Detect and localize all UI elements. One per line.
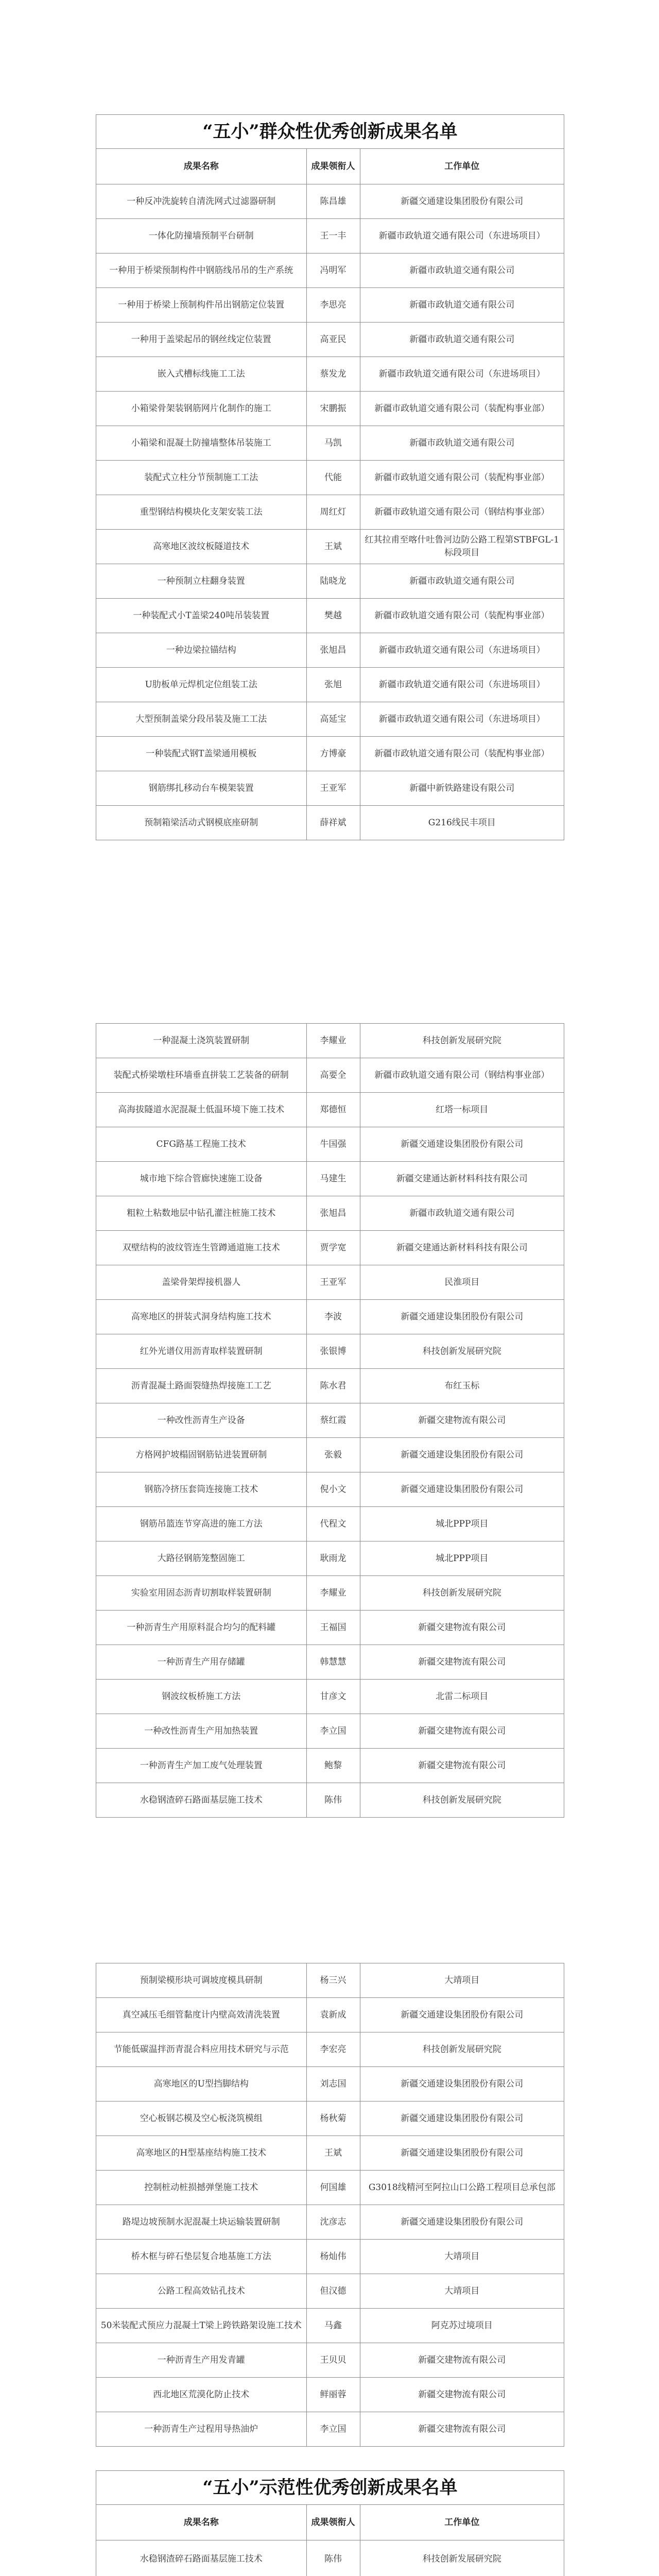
cell-result-name: 高寒地区的U型挡脚结构 — [96, 2067, 306, 2102]
cell-result-name: CFG路基工程施工技术 — [96, 1127, 306, 1162]
cell-work-unit: 民淮项目 — [360, 1265, 564, 1300]
table-row — [96, 288, 564, 323]
table-row — [96, 2274, 564, 2309]
cell-result-name: 桥木框与碎石垫层复合地基施工方法 — [96, 2240, 306, 2274]
cell-result-name: 一种沥青生产用原料混合均匀的配料罐 — [96, 1611, 306, 1645]
table-row — [96, 1196, 564, 1231]
cell-work-unit: 科技创新发展研究院 — [360, 1334, 564, 1369]
table-row — [96, 426, 564, 461]
outstanding-results-table-1 — [96, 114, 564, 840]
cell-result-name: 城市地下综合管廊快速施工设备 — [96, 1162, 306, 1196]
cell-leader: 沈彦志 — [306, 2205, 360, 2240]
cell-result-name: 预制箱梁活动式钢模底座研制 — [96, 806, 306, 840]
table-row — [96, 323, 564, 357]
cell-leader: 李立国 — [306, 1714, 360, 1749]
cell-result-name: 钢筋冷挤压套筒连接施工技术 — [96, 1472, 306, 1507]
cell-leader: 陈伟 — [306, 2540, 360, 2576]
cell-leader: 李宏亮 — [306, 2032, 360, 2067]
cell-result-name: 小箱梁骨架装钢筋网片化制作的施工 — [96, 392, 306, 426]
cell-work-unit: 新疆交建物流有限公司 — [360, 1714, 564, 1749]
cell-work-unit: 新疆交建物流有限公司 — [360, 2378, 564, 2412]
table-row — [96, 1093, 564, 1127]
cell-leader: 李波 — [306, 1300, 360, 1334]
cell-leader: 杨秋菊 — [306, 2102, 360, 2136]
cell-work-unit: 科技创新发展研究院 — [360, 2032, 564, 2067]
table-row — [96, 2343, 564, 2378]
cell-result-name: 高寒地区的H型基座结构施工技术 — [96, 2136, 306, 2171]
table-row — [96, 1231, 564, 1265]
cell-work-unit: 新疆市政轨道交通有限公司 — [360, 253, 564, 288]
table-row — [96, 1680, 564, 1714]
cell-leader: 张毅 — [306, 1438, 360, 1472]
outstanding-results-table-3 — [96, 1963, 564, 2447]
table-row — [96, 530, 564, 564]
cell-work-unit: 大靖项目 — [360, 1963, 564, 1998]
table-1-body — [96, 184, 564, 840]
cell-work-unit: 新疆市政轨道交通有限公司 — [360, 426, 564, 461]
cell-result-name: 红外光谱仪用沥青取样装置研制 — [96, 1334, 306, 1369]
table-row — [96, 1058, 564, 1093]
cell-result-name: 双壁结构的波纹管连生管蹲通道施工技术 — [96, 1231, 306, 1265]
cell-leader: 袁新成 — [306, 1998, 360, 2032]
cell-leader: 耿雨龙 — [306, 1541, 360, 1576]
table-row — [96, 2378, 564, 2412]
cell-work-unit: 新疆交建通达新材料科技有限公司 — [360, 1162, 564, 1196]
cell-work-unit: 大靖项目 — [360, 2274, 564, 2309]
cell-result-name: 一种装配式钢T盖梁通用模板 — [96, 737, 306, 771]
cell-work-unit: 新疆市政轨道交通有限公司（装配构事业部） — [360, 461, 564, 495]
cell-result-name: 真空减压毛细管黏度计内壁高效清洗装置 — [96, 1998, 306, 2032]
table-row — [96, 2136, 564, 2171]
cell-result-name: 一种沥青生产用存储罐 — [96, 1645, 306, 1680]
cell-work-unit: 红塔一标项目 — [360, 1093, 564, 1127]
demonstration-results-table — [96, 2470, 564, 2576]
cell-leader: 甘彦文 — [306, 1680, 360, 1714]
table-row — [96, 668, 564, 702]
cell-work-unit: 新疆市政轨道交通有限公司（东进场项目） — [360, 219, 564, 253]
cell-work-unit: 新疆市政轨道交通有限公司 — [360, 323, 564, 357]
cell-work-unit: 新疆市政轨道交通有限公司（东进场项目） — [360, 633, 564, 668]
cell-result-name: 大路径钢筋笼整固施工 — [96, 1541, 306, 1576]
cell-leader: 宋鹏振 — [306, 392, 360, 426]
cell-leader: 贾学宽 — [306, 1231, 360, 1265]
cell-result-name: 钢筋绑扎移动台车模架装置 — [96, 771, 306, 806]
cell-work-unit: 新疆交建物流有限公司 — [360, 1611, 564, 1645]
cell-leader: 马凯 — [306, 426, 360, 461]
cell-result-name: 重型钢结构模块化支架安装工法 — [96, 495, 306, 530]
table-row — [96, 2309, 564, 2343]
cell-result-name: 钢波纹板桥施工方法 — [96, 1680, 306, 1714]
header-work-unit: 工作单位 — [360, 149, 564, 184]
cell-work-unit: 新疆交通建设集团股份有限公司 — [360, 2067, 564, 2102]
table-row — [96, 1645, 564, 1680]
table-row — [96, 1541, 564, 1576]
cell-work-unit: 新疆交建通达新材料科技有限公司 — [360, 1231, 564, 1265]
table-row — [96, 1369, 564, 1403]
cell-result-name: 一种用于桥梁预制构件中钢筋线吊吊的生产系统 — [96, 253, 306, 288]
table-row — [96, 219, 564, 253]
table-row — [96, 1963, 564, 1998]
cell-work-unit: 新疆交通建设集团股份有限公司 — [360, 1438, 564, 1472]
cell-leader: 高亚民 — [306, 323, 360, 357]
table-row — [96, 2032, 564, 2067]
table-3-body — [96, 1963, 564, 2447]
header-result-name: 成果名称 — [96, 2505, 306, 2540]
cell-leader: 刘志国 — [306, 2067, 360, 2102]
cell-result-name: 空心板钢芯模及空心板浇筑模组 — [96, 2102, 306, 2136]
cell-result-name: 方格网护坡榻固钢筋钻进装置研制 — [96, 1438, 306, 1472]
cell-result-name: 一种沥青生产过程用导热油炉 — [96, 2412, 306, 2447]
table-row — [96, 495, 564, 530]
table-row — [96, 461, 564, 495]
cell-leader: 王亚军 — [306, 771, 360, 806]
header-leader: 成果领衔人 — [306, 149, 360, 184]
table-row — [96, 184, 564, 219]
outstanding-results-table-2 — [96, 1023, 564, 1818]
cell-result-name: 一种反冲洗旋转自清洗网式过滤器研制 — [96, 184, 306, 219]
cell-work-unit: 新疆交通建设集团股份有限公司 — [360, 1998, 564, 2032]
cell-result-name: 控制桩动桩损撼弹堡施工技术 — [96, 2171, 306, 2205]
cell-work-unit: 新疆交通建设集团股份有限公司 — [360, 1127, 564, 1162]
cell-leader: 杨灿伟 — [306, 2240, 360, 2274]
cell-leader: 王斌 — [306, 2136, 360, 2171]
table-4-body — [96, 2540, 564, 2576]
table-row — [96, 1507, 564, 1541]
table-row — [96, 2412, 564, 2447]
cell-leader: 代能 — [306, 461, 360, 495]
cell-work-unit: 新疆市政轨道交通有限公司（钢结构事业部） — [360, 495, 564, 530]
table-row — [96, 2205, 564, 2240]
table-row — [96, 1749, 564, 1783]
cell-result-name: 钢筋吊篮连节穿高进的施工方法 — [96, 1507, 306, 1541]
table-1-title: “五小”群众性优秀创新成果名单 — [96, 115, 564, 149]
cell-leader: 鲜丽蓉 — [306, 2378, 360, 2412]
table-row — [96, 1024, 564, 1058]
cell-work-unit: 新疆交通建设集团股份有限公司 — [360, 1300, 564, 1334]
cell-result-name: 一种预制立柱翻身装置 — [96, 564, 306, 599]
cell-leader: 蔡红霞 — [306, 1403, 360, 1438]
table-row — [96, 1472, 564, 1507]
table-row — [96, 1714, 564, 1749]
cell-result-name: 西北地区荒漠化防止技术 — [96, 2378, 306, 2412]
cell-result-name: 一种混凝土浇筑装置研制 — [96, 1024, 306, 1058]
cell-work-unit: 北雷二标项目 — [360, 1680, 564, 1714]
cell-leader: 周红灯 — [306, 495, 360, 530]
cell-leader: 张旭昌 — [306, 633, 360, 668]
cell-leader: 张旭昌 — [306, 1196, 360, 1231]
table-row — [96, 1783, 564, 1818]
cell-result-name: 节能低碳温拌沥青混合料应用技术研究与示范 — [96, 2032, 306, 2067]
cell-leader: 蔡发龙 — [306, 357, 360, 392]
cell-leader: 冯明军 — [306, 253, 360, 288]
cell-work-unit: 城北PPP项目 — [360, 1507, 564, 1541]
table-row — [96, 1611, 564, 1645]
cell-leader: 但汉德 — [306, 2274, 360, 2309]
cell-work-unit: G216线民丰项目 — [360, 806, 564, 840]
cell-leader: 倪小文 — [306, 1472, 360, 1507]
table-row — [96, 1334, 564, 1369]
cell-leader: 代程文 — [306, 1507, 360, 1541]
table-row — [96, 1265, 564, 1300]
cell-result-name: 50米装配式预应力混凝土T梁上跨铁路架设施工技术 — [96, 2309, 306, 2343]
cell-work-unit: 新疆交通建设集团股份有限公司 — [360, 184, 564, 219]
cell-leader: 陈水君 — [306, 1369, 360, 1403]
cell-work-unit: 新疆市政轨道交通有限公司（钢结构事业部） — [360, 1058, 564, 1093]
cell-result-name: 沥青混凝土路面裂缝热焊接施工工艺 — [96, 1369, 306, 1403]
cell-result-name: 装配式桥梁墩柱环墙垂直拼装工艺装备的研制 — [96, 1058, 306, 1093]
cell-result-name: 高海拔隧道水泥混凝土低温环境下施工技术 — [96, 1093, 306, 1127]
cell-result-name: 公路工程高效钻孔技术 — [96, 2274, 306, 2309]
cell-result-name: 一种用于盖梁起吊的钢丝线定位装置 — [96, 323, 306, 357]
table-row — [96, 2102, 564, 2136]
cell-work-unit: 新疆交通建设集团股份有限公司 — [360, 2136, 564, 2171]
cell-work-unit: 大靖项目 — [360, 2240, 564, 2274]
cell-work-unit: 科技创新发展研究院 — [360, 2540, 564, 2576]
cell-result-name: 一种边梁拉锚结构 — [96, 633, 306, 668]
table-row — [96, 737, 564, 771]
cell-leader: 牛国强 — [306, 1127, 360, 1162]
table-row — [96, 1576, 564, 1611]
cell-leader: 杨三兴 — [306, 1963, 360, 1998]
table-row — [96, 2171, 564, 2205]
cell-work-unit: 新疆市政轨道交通有限公司（装配构事业部） — [360, 392, 564, 426]
cell-result-name: 路堤边坡预制水泥混凝土块运输装置研制 — [96, 2205, 306, 2240]
cell-work-unit: 新疆市政轨道交通有限公司（装配构事业部） — [360, 599, 564, 633]
header-result-name: 成果名称 — [96, 149, 306, 184]
cell-result-name: 装配式立柱分节预制施工工法 — [96, 461, 306, 495]
cell-work-unit: 新疆市政轨道交通有限公司 — [360, 1196, 564, 1231]
table-4-header-row — [96, 2505, 564, 2540]
cell-work-unit: 新疆交建物流有限公司 — [360, 1403, 564, 1438]
table-row — [96, 2067, 564, 2102]
cell-work-unit: 科技创新发展研究院 — [360, 1024, 564, 1058]
cell-leader: 方博豪 — [306, 737, 360, 771]
cell-result-name: 粗粒土粘数地层中钻孔灌注桩施工技术 — [96, 1196, 306, 1231]
cell-work-unit: 阿克苏过境项目 — [360, 2309, 564, 2343]
cell-leader: 马建生 — [306, 1162, 360, 1196]
cell-leader: 王福国 — [306, 1611, 360, 1645]
cell-work-unit: 新疆市政轨道交通有限公司（东进场项目） — [360, 702, 564, 737]
cell-leader: 李思亮 — [306, 288, 360, 323]
cell-work-unit: 布红玉标 — [360, 1369, 564, 1403]
cell-work-unit: 新疆市政轨道交通有限公司 — [360, 564, 564, 599]
cell-result-name: 高寒地区的拼装式洞身结构施工技术 — [96, 1300, 306, 1334]
table-1-header-row — [96, 149, 564, 184]
cell-result-name: 大型预制盖梁分段吊装及施工工法 — [96, 702, 306, 737]
cell-leader: 陆晓龙 — [306, 564, 360, 599]
table-row — [96, 771, 564, 806]
cell-leader: 鲍黎 — [306, 1749, 360, 1783]
cell-work-unit: 新疆市政轨道交通有限公司（东进场项目） — [360, 668, 564, 702]
cell-leader: 马鑫 — [306, 2309, 360, 2343]
cell-result-name: 水稳钢渣碎石路面基层施工技术 — [96, 1783, 306, 1818]
cell-leader: 陈伟 — [306, 1783, 360, 1818]
cell-work-unit: 科技创新发展研究院 — [360, 1783, 564, 1818]
table-row — [96, 357, 564, 392]
cell-result-name: 一种沥青生产用发青罐 — [96, 2343, 306, 2378]
header-work-unit: 工作单位 — [360, 2505, 564, 2540]
cell-work-unit: 新疆交建物流有限公司 — [360, 1645, 564, 1680]
cell-work-unit: 红其拉甫至喀什吐鲁河边防公路工程第STBFGL-1标段项目 — [360, 530, 564, 564]
table-row — [96, 599, 564, 633]
table-row — [96, 253, 564, 288]
cell-result-name: U肋板单元焊机定位组装工法 — [96, 668, 306, 702]
cell-work-unit: 新疆交通建设集团股份有限公司 — [360, 1472, 564, 1507]
table-row — [96, 1127, 564, 1162]
cell-work-unit: 科技创新发展研究院 — [360, 1576, 564, 1611]
table-row — [96, 633, 564, 668]
table-row — [96, 1998, 564, 2032]
cell-leader: 韩慧慧 — [306, 1645, 360, 1680]
cell-leader: 王一丰 — [306, 219, 360, 253]
header-leader: 成果领衔人 — [306, 2505, 360, 2540]
table-4-title: “五小”示范性优秀创新成果名单 — [96, 2471, 564, 2505]
cell-work-unit: 新疆交建物流有限公司 — [360, 2412, 564, 2447]
cell-result-name: 预制梁模形块可调坡度模具研制 — [96, 1963, 306, 1998]
cell-work-unit: G3018线精河至阿拉山口公路工程项目总承包部 — [360, 2171, 564, 2205]
cell-result-name: 一种改性沥青生产设备 — [96, 1403, 306, 1438]
cell-leader: 李耀业 — [306, 1576, 360, 1611]
cell-work-unit: 新疆交建物流有限公司 — [360, 1749, 564, 1783]
table-row — [96, 702, 564, 737]
table-row — [96, 806, 564, 840]
cell-leader: 张银博 — [306, 1334, 360, 1369]
cell-leader: 郑德恒 — [306, 1093, 360, 1127]
table-row — [96, 2240, 564, 2274]
cell-leader: 陈昌雄 — [306, 184, 360, 219]
cell-result-name: 高寒地区波纹板隧道技术 — [96, 530, 306, 564]
table-2-body — [96, 1024, 564, 1818]
table-row — [96, 1300, 564, 1334]
cell-result-name: 实验室用固态沥青切割取样装置研制 — [96, 1576, 306, 1611]
cell-leader: 李耀业 — [306, 1024, 360, 1058]
cell-leader: 何国雄 — [306, 2171, 360, 2205]
cell-result-name: 一种装配式小T盖梁240吨吊装装置 — [96, 599, 306, 633]
cell-work-unit: 新疆市政轨道交通有限公司 — [360, 288, 564, 323]
cell-work-unit: 新疆交建物流有限公司 — [360, 2343, 564, 2378]
cell-leader: 李立国 — [306, 2412, 360, 2447]
cell-work-unit: 城北PPP项目 — [360, 1541, 564, 1576]
cell-leader: 王斌 — [306, 530, 360, 564]
cell-result-name: 一种改性沥青生产用加热装置 — [96, 1714, 306, 1749]
cell-work-unit: 新疆市政轨道交通有限公司（东进场项目） — [360, 357, 564, 392]
cell-leader: 樊越 — [306, 599, 360, 633]
table-row — [96, 392, 564, 426]
table-row — [96, 1438, 564, 1472]
cell-result-name: 盖梁骨架焊接机器人 — [96, 1265, 306, 1300]
table-row — [96, 2540, 564, 2576]
cell-leader: 高延宝 — [306, 702, 360, 737]
cell-result-name: 嵌入式槽标线施工工法 — [96, 357, 306, 392]
cell-leader: 薛祥斌 — [306, 806, 360, 840]
table-row — [96, 1403, 564, 1438]
cell-result-name: 一体化防撞墙预制平台研制 — [96, 219, 306, 253]
cell-result-name: 一种沥青生产加工废气处理装置 — [96, 1749, 306, 1783]
cell-work-unit: 新疆市政轨道交通有限公司（装配构事业部） — [360, 737, 564, 771]
cell-work-unit: 新疆中新铁路建设有限公司 — [360, 771, 564, 806]
table-row — [96, 564, 564, 599]
cell-work-unit: 新疆交通建设集团股份有限公司 — [360, 2205, 564, 2240]
cell-leader: 张旭 — [306, 668, 360, 702]
cell-result-name: 小箱梁和混凝土防撞墙整体吊装施工 — [96, 426, 306, 461]
cell-leader: 高要全 — [306, 1058, 360, 1093]
cell-leader: 王亚军 — [306, 1265, 360, 1300]
cell-leader: 王贝贝 — [306, 2343, 360, 2378]
table-row — [96, 1162, 564, 1196]
cell-result-name: 水稳钢渣碎石路面基层施工技术 — [96, 2540, 306, 2576]
cell-work-unit: 新疆交通建设集团股份有限公司 — [360, 2102, 564, 2136]
cell-result-name: 一种用于桥梁上预制构件吊出钢筋定位装置 — [96, 288, 306, 323]
